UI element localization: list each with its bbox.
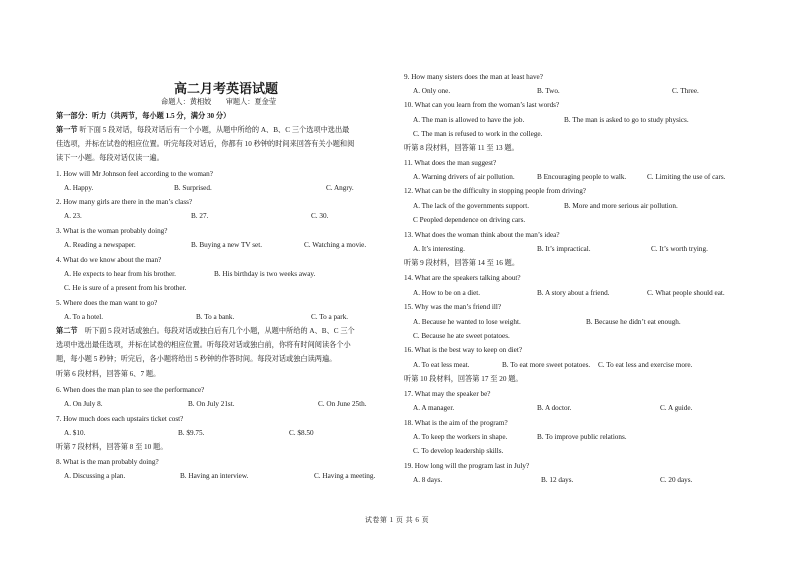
option-c: C. Angry.: [326, 184, 354, 192]
option-c: C. He is sure of a present from his brother.: [64, 284, 187, 292]
question-text: 3. What is the woman probably doing?: [56, 227, 168, 235]
option-c: C. To a park.: [311, 313, 349, 321]
option-c: C. 30.: [311, 212, 329, 220]
option-c: C Peopled dependence on driving cars.: [413, 216, 526, 224]
question-text: 1. How will Mr Johnson feel according to the woman?: [56, 170, 213, 178]
question-text: 8. What is the man probably doing?: [56, 458, 159, 466]
option-c: C. To eat less and exercise more.: [598, 361, 693, 369]
material-note: 听第 10 段材料，回答第 17 至 20 题。: [404, 375, 523, 383]
option-a: A. How to be on a diet.: [413, 289, 481, 297]
option-b: B. The man is asked to go to study physics.: [564, 116, 689, 124]
option-c: C. Because he ate sweet potatoes.: [413, 332, 510, 340]
option-a: A. It’s interesting.: [413, 245, 465, 253]
option-c: C. Having a meeting.: [314, 472, 376, 480]
option-c: C. Limiting the use of cars.: [647, 173, 726, 181]
option-b: B. More and more serious air pollution.: [564, 202, 678, 210]
option-b: B. To a bank.: [196, 313, 235, 321]
option-b: B. Because he didn’t eat enough.: [586, 318, 681, 326]
option-c: C. To develop leadership skills.: [413, 447, 504, 455]
question-text: 10. What can you learn from the woman’s last words?: [404, 101, 560, 109]
question-text: 19. How long will the program last in July?: [404, 462, 530, 470]
option-b: B. A story about a friend.: [537, 289, 610, 297]
option-c: C. $8.50: [289, 429, 314, 437]
option-b: B. A doctor.: [537, 404, 572, 412]
option-a: A. To eat less meat.: [413, 361, 470, 369]
option-a: A. Happy.: [64, 184, 94, 192]
part1-heading: 第一部分：听力（共两节，每小题 1.5 分，满分 30 分）: [56, 112, 231, 120]
option-c: C. Watching a movie.: [304, 241, 367, 249]
option-c: C. What people should eat.: [647, 289, 725, 297]
option-a: A. Only one.: [413, 87, 451, 95]
option-b: B. To eat more sweet potatoes.: [502, 361, 591, 369]
option-a: A. Warning drivers of air pollution.: [413, 173, 515, 181]
question-text: 6. When does the man plan to see the performance?: [56, 386, 205, 394]
option-c: C. The man is refused to work in the college.: [413, 130, 543, 138]
authors-line: 命题人：黄相姣 审题人：夏金莹: [161, 98, 277, 106]
question-text: 17. What may the speaker be?: [404, 390, 491, 398]
option-a: A. On July 8.: [64, 400, 103, 408]
question-text: 15. Why was the man’s friend ill?: [404, 303, 502, 311]
option-b: B. $9.75.: [178, 429, 205, 437]
option-c: C. It’s worth trying.: [651, 245, 708, 253]
option-a: A. 8 days.: [413, 476, 443, 484]
question-text: 18. What is the aim of the program?: [404, 419, 508, 427]
question-text: 4. What do we know about the man?: [56, 256, 162, 264]
material-note: 听第 7 段材料，回答第 8 至 10 题。: [56, 443, 168, 451]
question-text: 16. What is the best way to keep on diet?: [404, 346, 523, 354]
page-footer: 试卷第 1 页 共 6 页: [364, 516, 430, 524]
option-c: C. Three.: [672, 87, 699, 95]
option-a: A. 23.: [64, 212, 82, 220]
option-a: A. A manager.: [413, 404, 455, 412]
section2-instructions: 第二节 听下面 5 段对话或独白。每段对话或独白后有几个小题，从题中所给的 A、B、C 三个: [56, 327, 355, 335]
option-c: C. A guide.: [660, 404, 693, 412]
option-a: A. To a hotel.: [64, 313, 104, 321]
option-b: B. 12 days.: [541, 476, 574, 484]
option-b: B. Having an interview.: [180, 472, 249, 480]
option-b: B. Surprised.: [174, 184, 212, 192]
option-b: B. On July 21st.: [188, 400, 235, 408]
option-c: C. On June 25th.: [318, 400, 367, 408]
option-b: B. His birthday is two weeks away.: [214, 270, 316, 278]
section1-instructions-line: 佳选项，并标在试卷的相应位置。听完每段对话后，你都有 10 秒钟的时间来回答有关小题和阅: [56, 140, 355, 148]
section2-instructions-line: 选项中选出最佳选项，并标在试卷的相应位置。听每段对话或独白前，你将有时间阅读各个小: [56, 341, 351, 349]
question-text: 11. What does the man suggest?: [404, 159, 497, 167]
option-b: B. Two.: [537, 87, 560, 95]
option-b: B. It’s impractical.: [537, 245, 591, 253]
option-a: A. Discussing a plan.: [64, 472, 126, 480]
question-text: 5. Where does the man want to go?: [56, 299, 158, 307]
material-note: 听第 6 段材料，回答第 6、7 题。: [56, 370, 161, 378]
question-text: 12. What can be the difficulty in stopping people from driving?: [404, 187, 586, 195]
option-b: B Encouraging people to walk.: [537, 173, 627, 181]
option-a: A. The lack of the governments support.: [413, 202, 530, 210]
option-b: B. Buying a new TV set.: [191, 241, 263, 249]
page-title: 高二月考英语试题: [174, 81, 279, 96]
option-a: A. $10.: [64, 429, 86, 437]
option-b: B. 27.: [191, 212, 209, 220]
material-note: 听第 9 段材料，回答第 14 至 16 题。: [404, 259, 520, 267]
option-a: A. To keep the workers in shape.: [413, 433, 508, 441]
option-b: B. To improve public relations.: [537, 433, 627, 441]
option-a: A. The man is allowed to have the job.: [413, 116, 525, 124]
option-c: C. 20 days.: [660, 476, 693, 484]
section1-instructions: 第一节 听下面 5 段对话，每段对话后有一个小题，从题中所给的 A、B、C 三个选项中选出最: [56, 126, 350, 134]
question-text: 2. How many girls are there in the man’s class?: [56, 198, 193, 206]
option-a: A. Reading a newspaper.: [64, 241, 136, 249]
section1-instructions-line: 读下一小题。每段对话仅读一遍。: [56, 154, 164, 162]
question-text: 7. How much does each upstairs ticket cost?: [56, 415, 184, 423]
material-note: 听第 8 段材料，回答第 11 至 13 题。: [404, 144, 519, 152]
option-a: A. He expects to hear from his brother.: [64, 270, 176, 278]
section2-instructions-line: 题，每小题 5 秒钟；听完后，各小题将给出 5 秒钟的作答时间。每段对话或独白读两遍。: [56, 355, 337, 363]
question-text: 13. What does the woman think about the man’s idea?: [404, 231, 560, 239]
question-text: 14. What are the speakers talking about?: [404, 274, 521, 282]
option-a: A. Because he wanted to lose weight.: [413, 318, 521, 326]
question-text: 9. How many sisters does the man at least have?: [404, 73, 543, 81]
